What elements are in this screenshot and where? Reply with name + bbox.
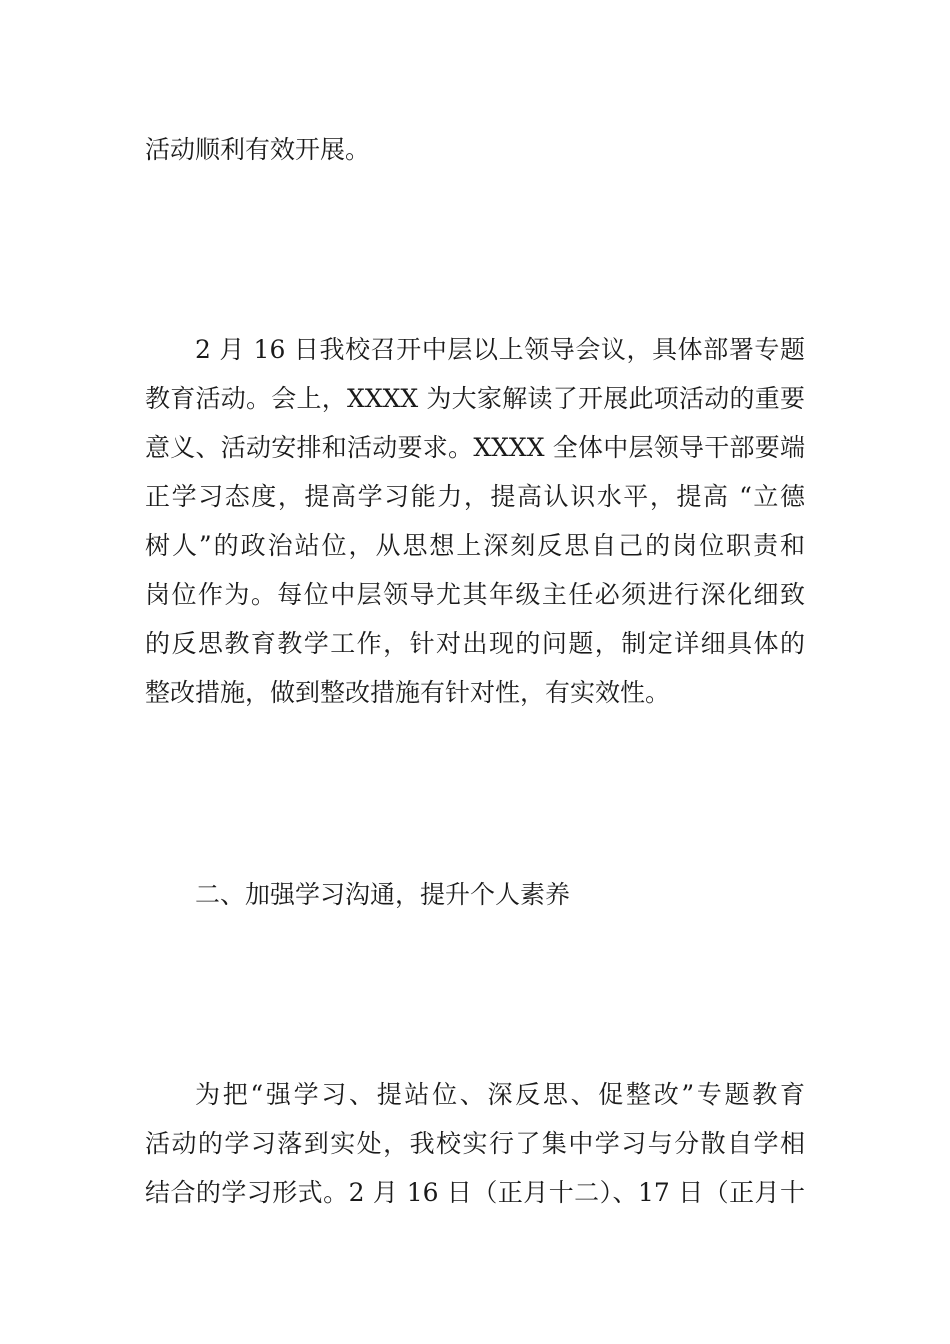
paragraph-line: 结合的学习形式。2 月 16 日（正月十二）、17 日（正月十 [145,1178,805,1207]
paragraph-line: 活动顺利有效开展。 [145,135,371,164]
paragraph-line: 树人”的政治站位，从思想上深刻反思自己的岗位职责和 [145,531,805,560]
paragraph-line: 意义、活动安排和活动要求。XXXX 全体中层领导干部要端 [145,433,805,462]
paragraph-line: 活动的学习落到实处，我校实行了集中学习与分散自学相 [145,1129,805,1158]
section-heading: 二、加强学习沟通，提升个人素养 [195,880,571,909]
paragraph-line: 的反思教育教学工作，针对出现的问题，制定详细具体的 [145,629,805,658]
paragraph-line: 为把“强学习、提站位、深反思、促整改”专题教育 [195,1080,805,1109]
paragraph-line: 正学习态度，提高学习能力，提高认识水平，提高 “立德 [145,482,805,511]
paragraph-line: 2 月 16 日我校召开中层以上领导会议，具体部署专题 [195,335,805,364]
paragraph-line: 岗位作为。每位中层领导尤其年级主任必须进行深化细致 [145,580,805,609]
paragraph-line: 整改措施，做到整改措施有针对性，有实效性。 [145,678,671,707]
paragraph-line: 教育活动。会上，XXXX 为大家解读了开展此项活动的重要 [145,384,805,413]
